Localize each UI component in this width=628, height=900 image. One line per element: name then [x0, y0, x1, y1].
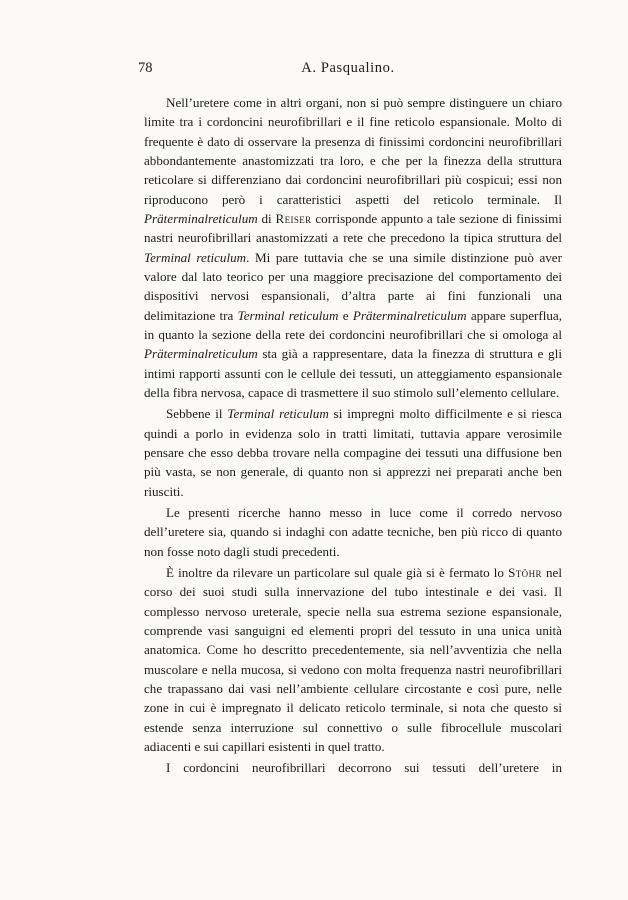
running-head: A. Pasqualino. [301, 60, 395, 76]
page-number: 78 [138, 60, 153, 76]
paragraph: È inoltre da rilevare un particolare sul quale già si è fermato lo Stöhr nel corso dei suoi studi sulla innervazione del tubo intestinale e dei vasi. Il complesso nervoso ureterale, specie nella sua estrema sezione espansionale, comprende vasi sanguigni ed elementi propri del tessuto in una unica unità anatomica. Come ho descritto precedentemente, sia nell’avventizia che nella muscolare e nella mucosa, si vedono con molta frequenza nastri neurofibrillari che trapassano dai vasi nell’ambiente cellulare circostante e così pure, nelle zone in cui è impregnato il delicato reticolo terminale, si nota che questo si estende senza interruzione sul connettivo o sulle fibrocellule muscolari adiacenti e sui capillari esistenti in quel tratto. [144, 564, 562, 754]
body-text [144, 93, 562, 777]
paragraph: Le presenti ricerche hanno messo in luce come il corredo nervoso dell’uretere sia, quando si indaghi con adatte tecniche, ben più ricco di quanto non fosse noto dagli studi precedenti. [144, 504, 562, 559]
page-header [138, 60, 558, 80]
author-name: Reiser [275, 210, 312, 226]
author-name: Stöhr [508, 564, 542, 580]
paragraph: Nell’uretere come in altri organi, non si può sempre distinguere un chiaro limite tra i cordoncini neurofibrillari e il fine reticolo espansionale. Molto di frequente è dato di osservare la presenza di finissimi cordoncini neurofibrillari abbondantemente anastomizzati tra loro, e che per la finezza della struttura reticolare si differenziano dai cordoncini neurofibrillari più cospicui; essi non riproducono però i caratteristici aspetti del reticolo terminale. Il Präterminalreticulum di Reiser corrisponde appunto a tale sezione di finissimi nastri neurofibrillari anastomizzati a rete che precedono la tipica struttura del Terminal reticulum. Mi pare tuttavia che se una simile distinzione può aver valore dal lato teorico per una maggiore precisazione del comportamento dei dispositivi nervosi espansionali, d’altra parte ai fini funzionali una delimitazione tra Terminal reticulum e Präterminalreticulum appare superflua, in quanto la sezione della rete dei cordoncini neurofibrillari che si omologa al Präterminalreticulum sta già a rappresentare, data la finezza di struttura e gli intimi rapporti assunti con le cellule dei tessuti, un atteggiamento espansionale della fibra nervosa, capace di trasmettere il suo stimolo sull’elemento cellulare. [144, 95, 562, 400]
paragraph: I cordoncini neurofibrillari decorrono sui tessuti dell’uretere in [166, 760, 562, 776]
paragraph: Sebbene il Terminal reticulum si impregni molto difficilmente e si riesca quindi a porlo in evidenza solo in tratti limitati, tuttavia appare verosimile pensare che esso debba trovare nella compagine dei tessuti una diffusione ben più vasta, se non generale, di quanto non si apprezzi nei preparati anche ben riusciti. [144, 406, 562, 499]
